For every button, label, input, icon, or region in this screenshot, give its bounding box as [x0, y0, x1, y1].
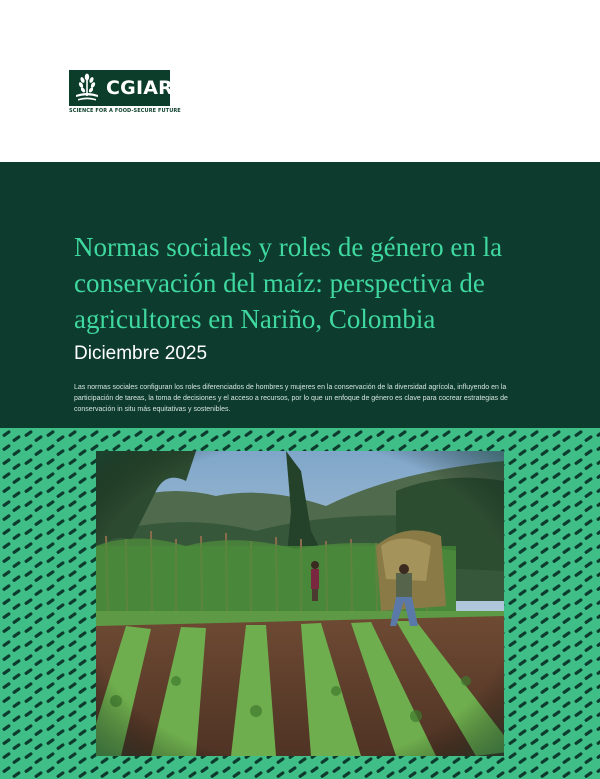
report-date: Diciembre 2025	[74, 343, 208, 364]
logo-wordmark: CGIAR	[106, 77, 173, 99]
logo-box	[69, 70, 173, 106]
title-band	[0, 162, 600, 428]
report-abstract: Las normas sociales configuran los roles diferenciados de hombres y mujeres en la conservación de la diversidad agrícola, influyendo en la participación de tareas, la toma de decisiones y el acceso a recursos, por lo que un enfoque de género es clave para cocrear estrategias de conservación in situ más equitativas y sostenibles.	[74, 384, 508, 413]
header-area	[0, 0, 600, 162]
report-title: Normas sociales y roles de género en la conservación del maíz: perspectiva de agricultores en Nariño, Colombia	[74, 232, 503, 334]
cover-photo	[96, 451, 504, 756]
cgiar-logo	[69, 70, 181, 116]
wheat-sheaf-icon	[70, 71, 104, 105]
farm-field-photo	[96, 451, 504, 756]
logo-tagline: SCIENCE FOR A FOOD-SECURE FUTURE	[69, 108, 181, 114]
